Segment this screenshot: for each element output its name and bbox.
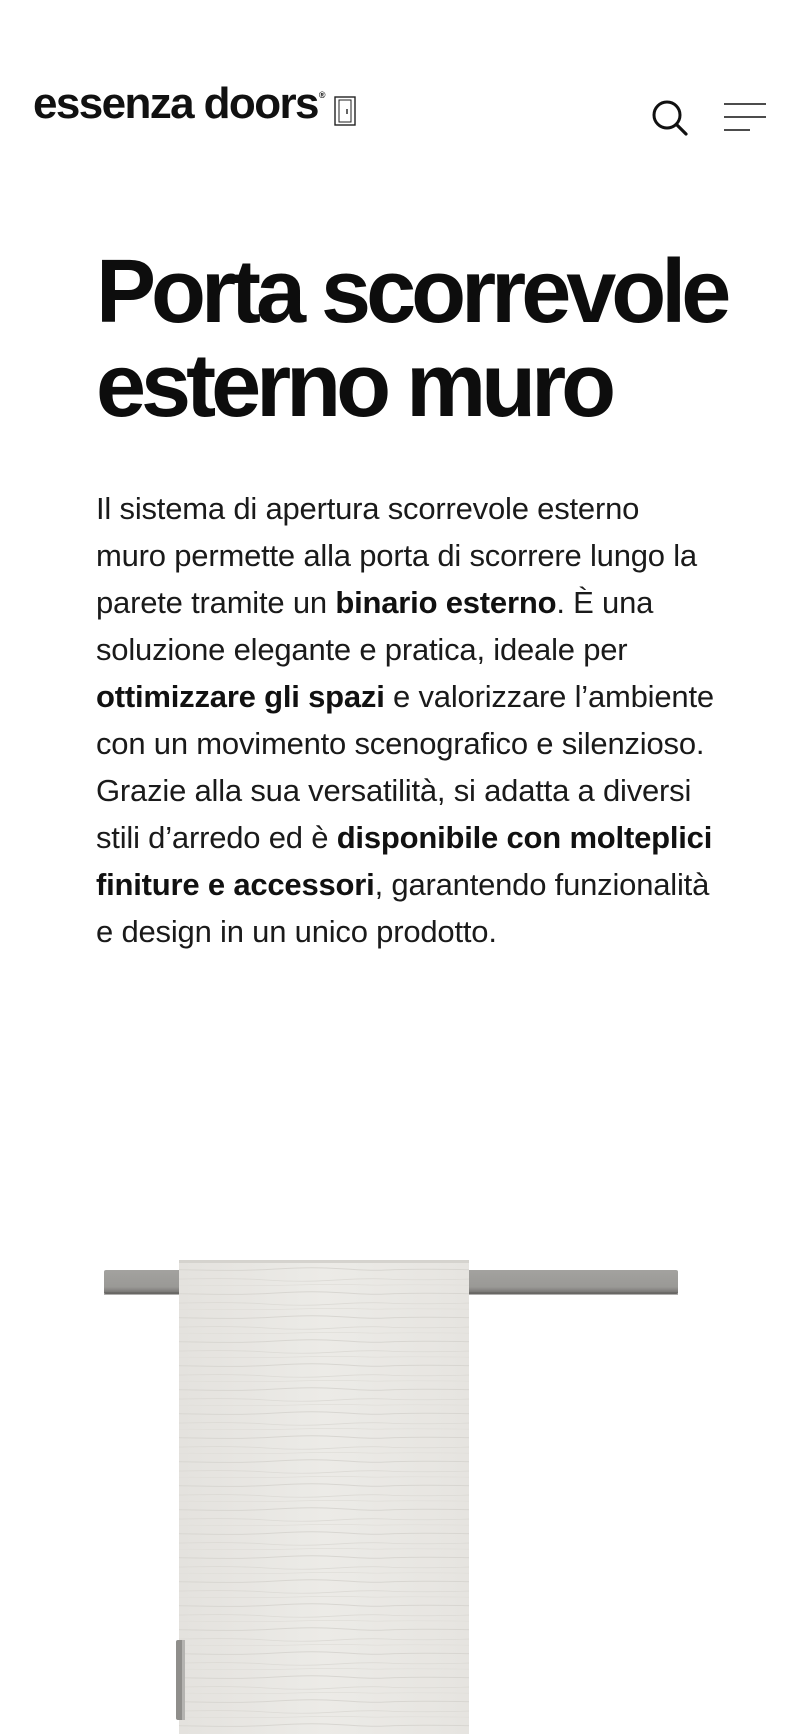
page-title-line-2: esterno muro <box>96 336 612 436</box>
intro-text-4: , garantendo funzionalità e design in un unico prodotto. <box>96 867 710 949</box>
intro-text-3: e valorizzare l’ambiente con un movimento scenografico e silenzioso. Grazie alla sua versatilità, si adatta a diversi stili d’arredo ed è <box>96 679 714 855</box>
page-title <box>96 242 776 436</box>
hamburger-menu-icon <box>722 100 768 134</box>
intro-text-2: . È una soluzione elegante e pratica, ideale per <box>96 585 654 667</box>
sliding-door-illustration <box>96 1240 686 1734</box>
site-logo[interactable] <box>33 79 356 128</box>
intro-bold-binario: binario esterno <box>335 585 557 620</box>
search-icon <box>650 98 690 138</box>
site-header <box>0 0 800 180</box>
search-button[interactable] <box>650 98 690 138</box>
logo-wordmark: essenza doors <box>33 79 318 128</box>
page-title-line-1: Porta scorrevole <box>96 242 727 342</box>
intro-bold-finiture: disponibile con molteplici finiture e accessori <box>96 820 713 902</box>
logo-registered-mark: ® <box>318 90 326 100</box>
intro-paragraph <box>96 485 716 955</box>
product-image-sliding-door <box>96 1240 686 1734</box>
door-mark-icon <box>334 96 356 126</box>
intro-text-1: Il sistema di apertura scorrevole esterno muro permette alla porta di scorrere lungo la parete tramite un <box>96 491 697 620</box>
intro-bold-spazi: ottimizzare gli spazi <box>96 679 385 714</box>
menu-button[interactable] <box>722 100 768 134</box>
